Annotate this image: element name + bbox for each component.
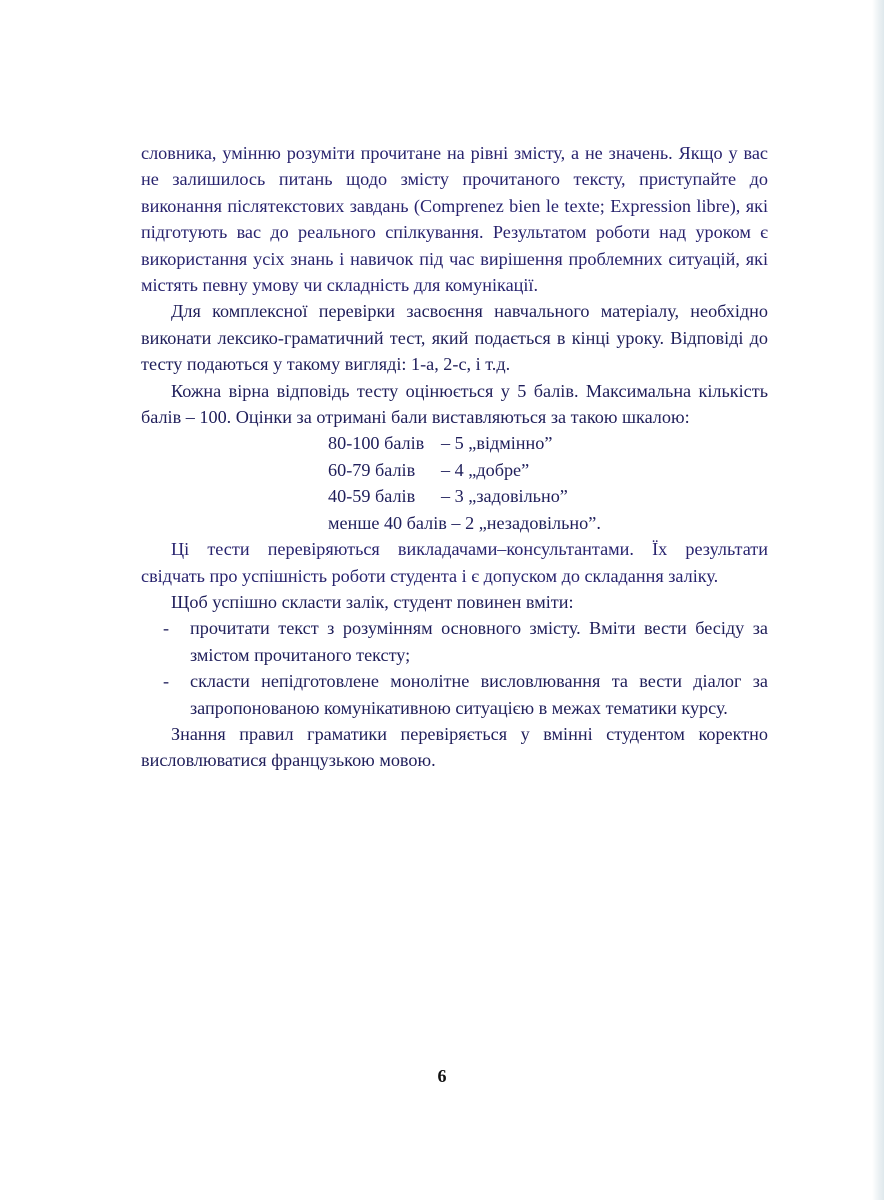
list-item	[141, 668, 768, 721]
grade-range: 40-59 балів	[328, 486, 416, 507]
credit-intro: Щоб успішно скласти залік, студент повинен вміти:	[171, 591, 574, 612]
list-dash: -	[163, 671, 170, 692]
requirements-list	[141, 615, 768, 721]
grade-range: 80-100 балів	[328, 433, 425, 454]
list-item-text: скласти непідготовлене монолітне висловлювання та вести діалог за запропонованою комунікативною ситуацією в межах тематики курсу.	[190, 671, 768, 718]
list-item	[141, 615, 768, 668]
list-dash: -	[163, 618, 170, 639]
grade-range: 60-79 балів	[328, 459, 416, 480]
test-paragraph: Для комплексної перевірки засвоєння навчального матеріалу, необхідно виконати лексико-граматичний тест, який подається в кінці уроку. Відповіді до тесту подаються у такому вигляді: 1-а, 2-с, і т.д.	[141, 301, 768, 375]
grade-row	[328, 483, 768, 509]
grade-mark: – 4 „добре”	[441, 459, 530, 480]
grading-scale	[141, 430, 768, 536]
grade-row	[328, 457, 768, 483]
score-paragraph: Кожна вірна відповідь тесту оцінюється у 5 балів. Максимальна кількість балів – 100. Оцінки за отримані бали виставляються за такою шкалою:	[141, 380, 768, 428]
grade-mark: – 3 „задовільно”	[441, 486, 568, 507]
grade-row	[328, 430, 768, 456]
grade-mark: – 5 „відмінно”	[441, 433, 553, 454]
intro-paragraph: словника, умінню розуміти прочитане на рівні змісту, а не значень. Якщо у вас не залишилось питань щодо змісту прочитаного тексту, приступайте до виконання післятекстових завдань (Comprenez bien le texte; Expression libre), які підготують вас до реального спілкування. Результатом роботи над уроком є використання усіх знань і навичок під час вирішення проблемних ситуацій, які містять певну умову чи складність для комунікації.	[141, 143, 768, 296]
grammar-paragraph: Знання правил граматики перевіряється у вмінні студентом коректно висловлюватися французькою мовою.	[141, 723, 768, 771]
body-text	[141, 140, 768, 774]
checking-paragraph: Ці тести перевіряються викладачами–консультантами. Їх результати свідчать про успішність роботи студента і є допуском до складання заліку.	[141, 539, 768, 586]
grade-row-last: менше 40 балів – 2 „незадовільно”.	[328, 512, 601, 533]
page-number: 6	[437, 1066, 447, 1086]
scan-edge-strip	[872, 0, 884, 1200]
list-item-text: прочитати текст з розумінням основного змісту. Вміти вести бесіду за змістом прочитаного тексту;	[190, 618, 768, 665]
